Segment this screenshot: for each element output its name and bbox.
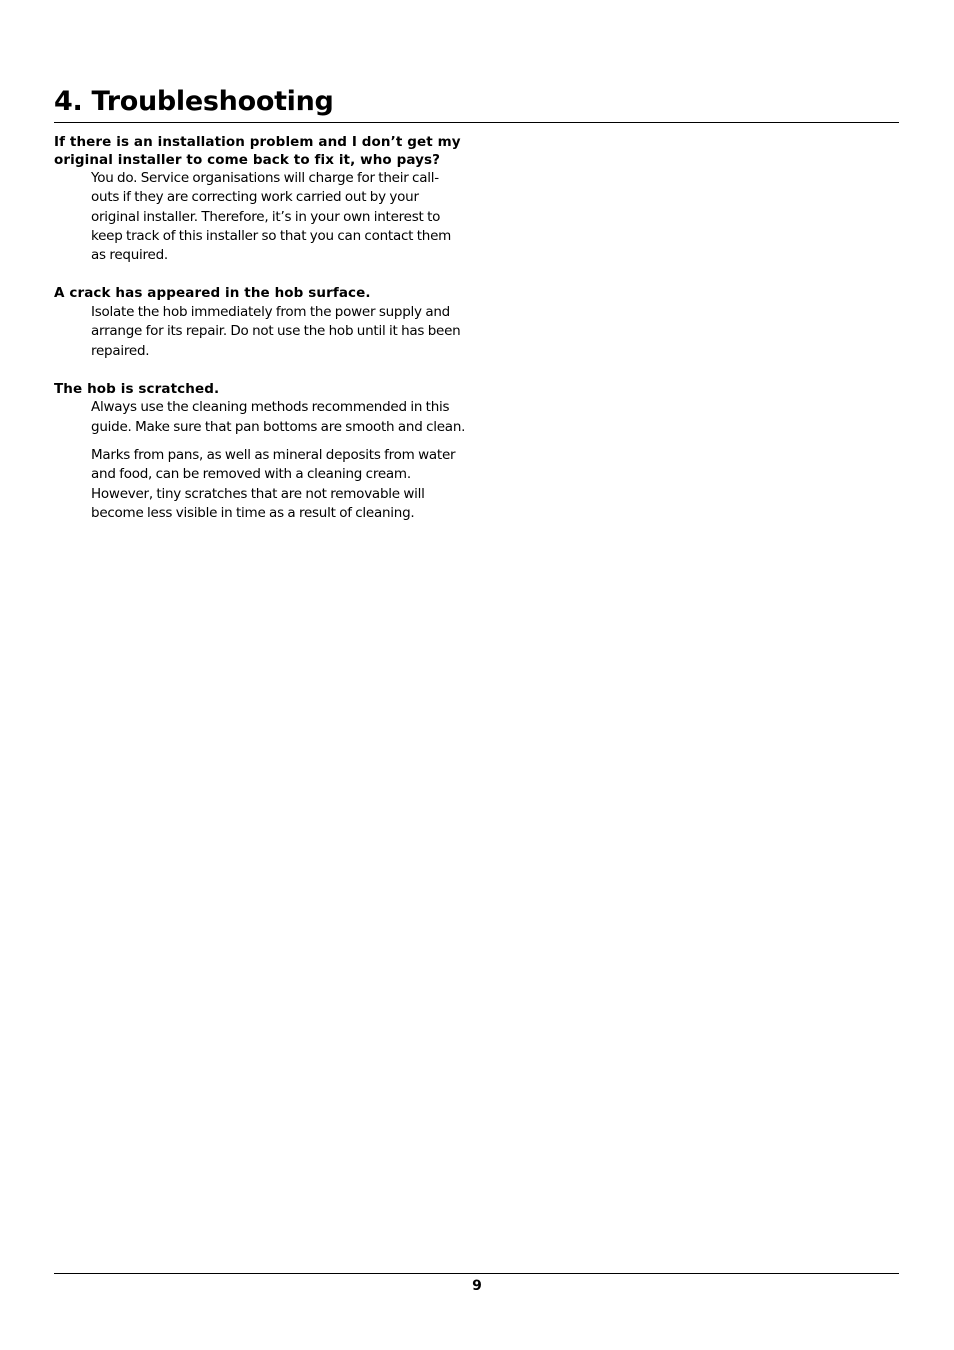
faq-answer: Marks from pans, as well as mineral deposits from water and food, can be removed with a cleaning cream. However, tiny scratches that are not removable will become less visible in time as a result of cleaning. (91, 446, 456, 521)
faq-item-installation (54, 134, 466, 265)
page-number: 9 (472, 1278, 482, 1294)
troubleshooting-content (54, 134, 466, 543)
faq-question: A crack has appeared in the hob surface. (54, 285, 371, 302)
footer-divider (54, 1273, 899, 1274)
faq-question: If there is an installation problem and I don’t get my original installer to come back to fix it, who pays? (54, 134, 461, 168)
page-title: 4. Troubleshooting (54, 86, 334, 117)
faq-question: The hob is scratched. (54, 380, 220, 397)
faq-item-crack (54, 285, 466, 360)
faq-answer: Always use the cleaning methods recommended in this guide. Make sure that pan bottoms are smooth and clean. (91, 399, 466, 435)
faq-item-scratched (54, 381, 466, 523)
faq-answer: You do. Service organisations will charge for their call-outs if they are correcting work carried out by your original installer. Therefore, it’s in your own interest to keep track of this installer so that you can contact them as required. (91, 170, 452, 264)
faq-answer: Isolate the hob immediately from the power supply and arrange for its repair. Do not use the hob until it has been repaired. (91, 303, 461, 359)
title-divider (54, 122, 899, 123)
